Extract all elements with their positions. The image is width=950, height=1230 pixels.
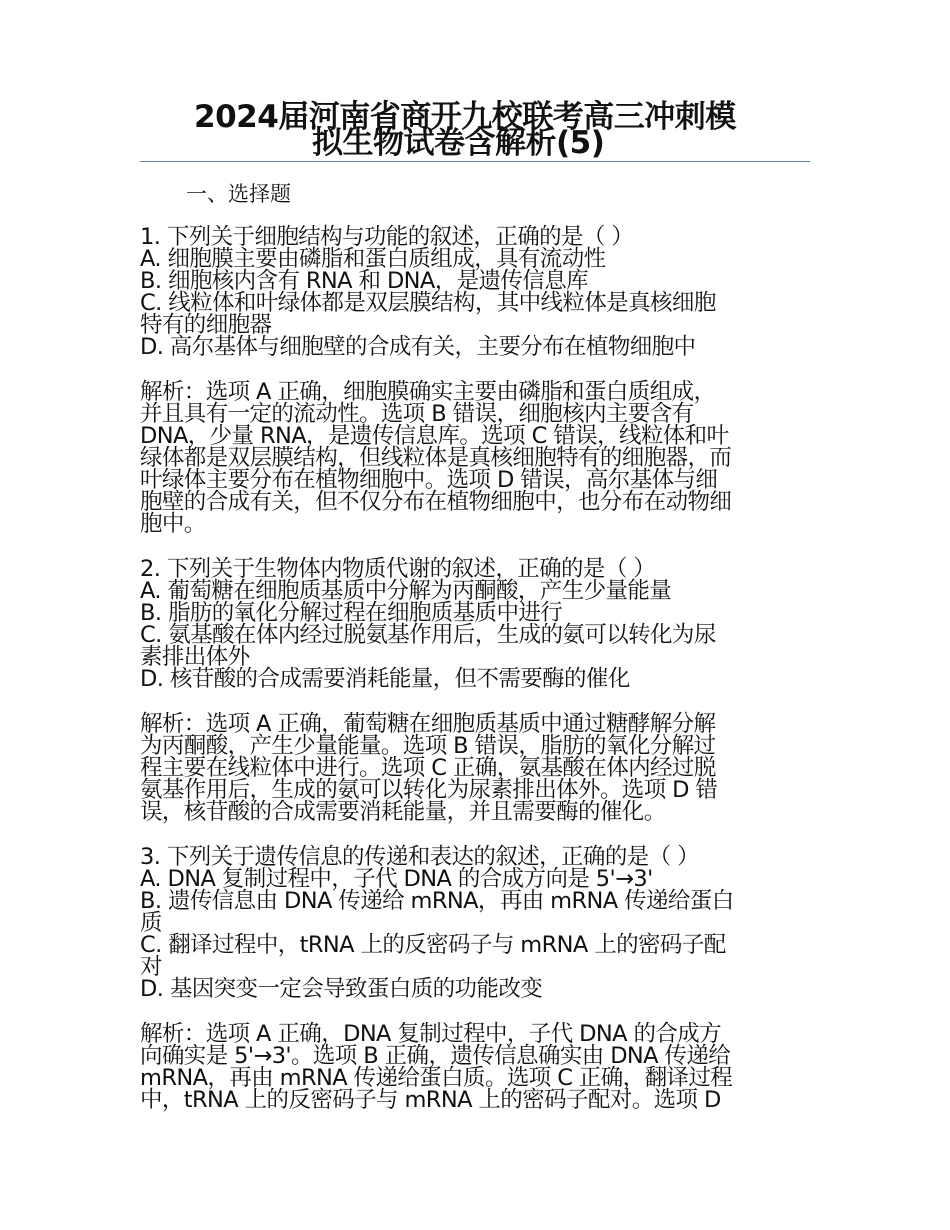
question-1-option-d: D. 高尔基体与细胞壁的合成有关，主要分布在植物细胞中: [140, 334, 696, 360]
answer-1-explanation: [140, 381, 812, 535]
question-1-option-c-cont: 特有的细胞器: [140, 312, 272, 338]
question-2-option-d: D. 核苷酸的合成需要消耗能量，但不需要酶的催化: [140, 666, 630, 692]
explanation-line: 胞中。: [140, 511, 206, 537]
explanation-line: 程主要在线粒体中进行。选项 C 正确，氨基酸在体内经过脱: [140, 755, 716, 781]
explanation-line: 叶绿体主要分布在植物细胞中。选项 D 错误，高尔基体与细: [140, 467, 718, 493]
question-2-stem: 2. 下列关于生物体内物质代谢的叙述，正确的是（ ）: [140, 556, 656, 582]
document-title-line-2: 拟生物试卷含解析(5): [312, 125, 605, 161]
question-2-option-b: B. 脂肪的氧化分解过程在细胞质基质中进行: [140, 600, 563, 626]
question-3-option-c-cont: 对: [140, 954, 162, 980]
question-3-option-d: D. 基因突变一定会导致蛋白质的功能改变: [140, 976, 543, 1002]
document-title-block: [140, 99, 810, 161]
question-2-option-c: C. 氨基酸在体内经过脱氨基作用后，生成的氨可以转化为尿: [140, 622, 716, 648]
explanation-line: mRNA，再由 mRNA 传递给蛋白质。选项 C 正确，翻译过程: [140, 1065, 733, 1091]
document-title: [140, 99, 810, 161]
question-1-option-b: B. 细胞核内含有 RNA 和 DNA，是遗传信息库: [140, 268, 589, 294]
question-2: [140, 558, 812, 690]
question-1-option-a: A. 细胞膜主要由磷脂和蛋白质组成，具有流动性: [140, 246, 606, 272]
explanation-line: 解析：选项 A 正确，DNA 复制过程中，子代 DNA 的合成方: [140, 1021, 722, 1047]
question-3-stem: 3. 下列关于遗传信息的传递和表达的叙述，正确的是（ ）: [140, 844, 699, 870]
explanation-line: 胞壁的合成有关，但不仅分布在植物细胞中，也分布在动物细: [140, 489, 732, 515]
question-1-stem: 1. 下列关于细胞结构与功能的叙述，正确的是（ ）: [140, 224, 634, 250]
explanation-line: 误，核苷酸的合成需要消耗能量，并且需要酶的催化。: [140, 799, 666, 825]
title-divider: [140, 161, 810, 162]
document-title-line-1: 2024届河南省商开九校联考高三冲刺模: [194, 99, 736, 135]
answer-2-explanation: [140, 713, 812, 823]
question-3-option-c: C. 翻译过程中，tRNA 上的反密码子与 mRNA 上的密码子配: [140, 932, 726, 958]
question-2-option-a: A. 葡萄糖在细胞质基质中分解为丙酮酸，产生少量能量: [140, 578, 672, 604]
question-3-option-a: A. DNA 复制过程中，子代 DNA 的合成方向是 5'→3': [140, 866, 653, 892]
question-2-option-c-cont: 素排出体外: [140, 644, 250, 670]
explanation-line: 解析：选项 A 正确，细胞膜确实主要由磷脂和蛋白质组成，: [140, 379, 716, 405]
section-heading: 一、选择题: [186, 182, 291, 206]
answer-3-explanation: [140, 1023, 812, 1111]
document-content: [140, 226, 812, 1134]
question-1: [140, 226, 812, 358]
explanation-line: 并且具有一定的流动性。选项 B 错误，细胞核内主要含有: [140, 401, 694, 427]
question-1-option-c: C. 线粒体和叶绿体都是双层膜结构，其中线粒体是真核细胞: [140, 290, 716, 316]
explanation-line: 解析：选项 A 正确，葡萄糖在细胞质基质中通过糖酵解分解: [140, 711, 716, 737]
question-3: [140, 846, 812, 1000]
question-3-option-b-cont: 质: [140, 910, 162, 936]
explanation-line: DNA，少量 RNA，是遗传信息库。选项 C 错误，线粒体和叶: [140, 423, 729, 449]
explanation-line: 中，tRNA 上的反密码子与 mRNA 上的密码子配对。选项 D: [140, 1087, 721, 1113]
explanation-line: 氨基作用后，生成的氨可以转化为尿素排出体外。选项 D 错: [140, 777, 718, 803]
explanation-line: 绿体都是双层膜结构，但线粒体是真核细胞特有的细胞器，而: [140, 445, 732, 471]
question-3-option-b: B. 遗传信息由 DNA 传递给 mRNA，再由 mRNA 传递给蛋白: [140, 888, 734, 914]
explanation-line: 为丙酮酸，产生少量能量。选项 B 错误，脂肪的氧化分解过: [140, 733, 716, 759]
explanation-line: 向确实是 5'→3'。选项 B 正确，遗传信息确实由 DNA 传递给: [140, 1043, 731, 1069]
